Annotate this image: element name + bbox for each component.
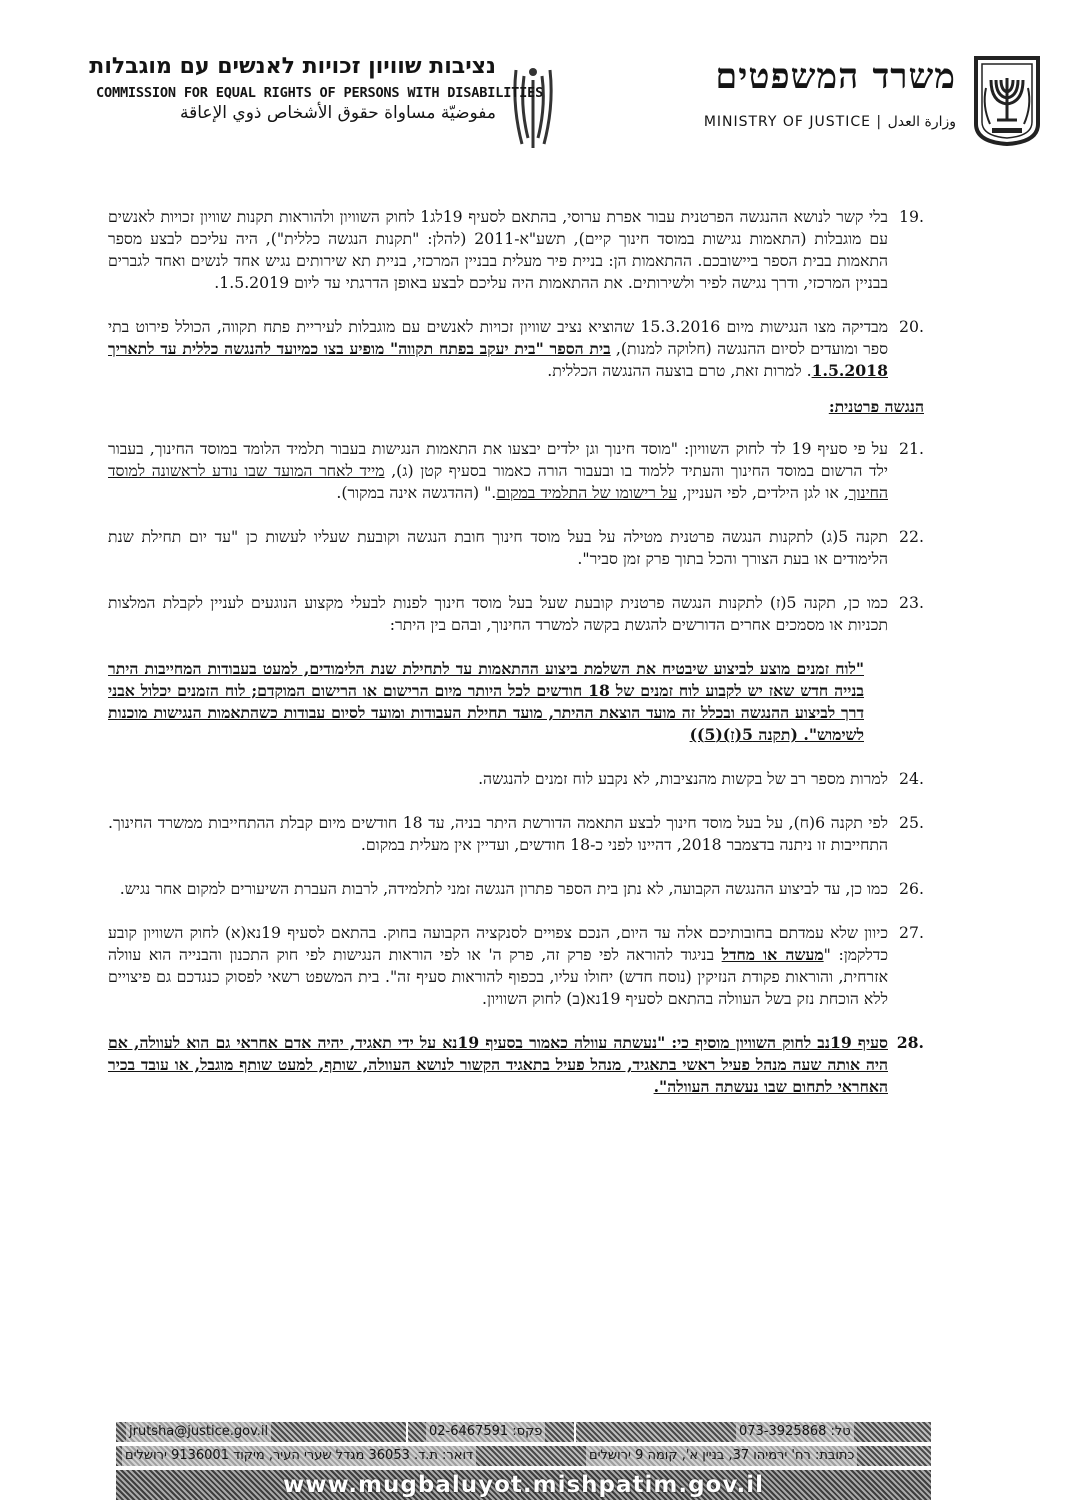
paragraph-number: .23 <box>899 593 924 612</box>
paragraph-number: .27 <box>899 923 924 942</box>
paragraph-text: מבדיקה מצו הנגישות מיום 15.3.2016 שהוציא נציב שוויון זכויות לאנשים עם מוגבלות לעיריית פתח תקווה, הכולל פירוט בתי ספר ומועדים לסיום ההנגשה (חלוקה למנות), <box>108 317 888 358</box>
commission-name-arabic: مفوضيّة مساواة حقوق الأشخاص ذوي الإعاقة <box>180 103 496 123</box>
footer-pobox: דואר: ת.ד. 36053 מגדל שערי העיר, מיקוד 9136001 ירושלים <box>122 1446 476 1466</box>
footer-phone: טל: 073-3925868 <box>736 1422 854 1442</box>
paragraph-21 <box>108 438 924 504</box>
footer-contact-row <box>116 1422 931 1442</box>
paragraph-text: לפי תקנה 6(ח), על בעל מוסד חינוך לבצע התאמה הדורשת היתר בניה, עד 18 חודשים מיום קבלת ההתחייבות ממשרד החינוך. התחייבות זו ניתנה בדצמבר 2018, דהיינו לפני כ-18 חודשים, ועדיין אין מעלית במקום. <box>108 813 889 854</box>
ministry-block <box>642 48 1042 168</box>
paragraph-text: על פי סעיף 19 לד לחוק השוויון: "מוסד חינוך וגן ילדים יבצעו את התאמות הנגישות בעבור תלמיד הלומד במוסד החינוך, בעבור ילד הרשום במוסד החינוך והעתיד ללמוד בו ובעבור הורה כאמור בסעיף קטן (ג), <box>108 439 888 480</box>
commission-name-english: COMMISSION FOR EQUAL RIGHTS OF PERSONS WITH DISABILITIES <box>96 85 544 101</box>
letter-body <box>108 206 924 1120</box>
paragraph-27 <box>108 922 924 1010</box>
paragraph-underline: מייד לאחר המועד שבו נודע לראשונה למוסד החינוך <box>108 461 888 502</box>
paragraph-20 <box>108 316 924 382</box>
paragraph-25 <box>108 812 924 856</box>
paragraph-text: , או לגן הילדים, לפי העניין, <box>677 483 849 502</box>
paragraph-number: .26 <box>899 879 924 898</box>
paragraph-text: בניגוד להוראה לפי פרק זה, פרק ה' או לפי הוראות הנגישות לפי חוק התכנון והבנייה הוא עוולה אזרחית, והוראות פקודת הנזיקין (נוסח חדש) יחולו עליו, בכפוף להוראות סעיף זה". בית המשפט רשאי לפסוק כנגדכם גם פיצויים ללא הוכחת נזק בשל העוולה בהתאם לסעיף 19נא(ב) לחוק השוויון. <box>108 945 888 1008</box>
paragraph-19 <box>108 206 924 294</box>
paragraph-emphasis: מעשה או מחדל <box>721 945 824 964</box>
quoted-regulation: "לוח זמנים מוצע לביצוע שיבטיח את השלמת ביצוע ההתאמות עד לתחילת שנת הלימודים, למעט בעבודות המחייבות היתר בנייה חדש שאז יש לקבוע לוח זמנים של 18 חודשים לכל היותר מיום הרישום או הרישום המוקדם; לוח הזמנים יכלול אבני דרך לביצוע ההנגשה ובכלל זה מועד הוצאת ההיתר, מועד תחילת העבודות ומועד לסיום עבודות כשהתאמות הנגישות מוכנות לשימוש". (תקנה 5(ז)(5)) <box>108 659 864 744</box>
paragraph-text: כיוון שלא עמדתם בחובותיכם אלה עד היום, הנכם צפויים לסנקציה הקבועה בחוק. בהתאם לסעיף 19נא(א) לחוק השוויון קובע כדלקמן: " <box>108 923 888 964</box>
state-emblem-icon <box>972 54 1042 146</box>
paragraph-number: .24 <box>899 769 924 788</box>
paragraph-26 <box>108 878 924 900</box>
paragraph-number: .20 <box>899 317 924 336</box>
footer-email[interactable]: jrutsha@justice.gov.il <box>126 1422 271 1442</box>
paragraph-text: כמו כן, עד לביצוע ההנגשה הקבועה, לא נתן בית הספר פתרון הנגשה זמני לתלמידה, לרבות העברת השיעורים למקום אחר נגיש. <box>119 879 888 898</box>
paragraph-24 <box>108 768 924 790</box>
commission-logo-icon <box>510 60 556 152</box>
paragraph-number: .19 <box>899 207 924 226</box>
ministry-name-hebrew: משרד המשפטים <box>715 56 956 97</box>
paragraph-number: .28 <box>896 1033 924 1052</box>
footer-address-row <box>116 1446 931 1466</box>
paragraph-text: בלי קשר לנושא ההנגשה הפרטנית עבור אפרת ערוסי, בהתאם לסעיף 19לג1 לחוק השוויון ולהוראות תקנות שוויון זכויות לאנשים עם מוגבלות (התאמות נגישות במוסד חינוך קיים), תשע"א-2011 (להלן: "תקנות הנגשה כללית"), היה עליכם לבצע מספר התאמות בבית הספר ביישובכם. ההתאמות הן: בניית פיר מעלית בבניין המרכזי, בניית תא שירותים נגיש אחד לנשים ואחד לגברים בבניין המרכזי, ודרך נגישה לפיר ולשירותים. את ההתאמות היה עליכם לבצע באופן הדרגתי עד ליום 1.5.2019. <box>108 207 888 292</box>
paragraph-text: תקנה 5(ג) לתקנות הנגשה פרטנית מטילה על בעל מוסד חינוך חובת הנגשה וקובעת שעליו לעשות כן "עד יום תחילת שנת הלימודים או בעת הצורך והכל בתוך פרק זמן סביר". <box>108 527 888 568</box>
paragraph-text: סעיף 19נב לחוק השוויון מוסיף כי: "נעשתה עוולה כאמור בסעיף 19נא על ידי תאגיד, יהיה אדם אחראי גם הוא לעוולה, אם היה אותה שעה מנהל פעיל ראשי בתאגיד, מנהל פעיל בתאגיד הקשור לנושא העוולה, שותף, למעט שותף מוגבל, או עובד בכיר האחראי לתחום שבו נעשתה העוולה". <box>108 1033 888 1096</box>
ministry-name-en-ar: MINISTRY OF JUSTICE | وزارة العدل <box>703 114 956 130</box>
section-heading: הנגשה פרטנית: <box>828 397 924 416</box>
letterhead <box>0 48 1080 168</box>
paragraph-23 <box>108 592 924 636</box>
footer-website-link[interactable]: www.mugbaluyot.mishpatim.gov.il <box>116 1470 931 1500</box>
paragraph-text: . למרות זאת, טרם בוצעה ההנגשה הכללית. <box>547 361 812 380</box>
paragraph-28 <box>108 1032 924 1098</box>
paragraph-number: .25 <box>899 813 924 832</box>
commission-block <box>89 54 544 123</box>
footer-fax: פקס: 02-6467591 <box>426 1422 545 1442</box>
paragraph-number: .21 <box>899 439 924 458</box>
paragraph-22 <box>108 526 924 570</box>
commission-name-hebrew: נציבות שוויון זכויות לאנשים עם מוגבלות <box>89 54 496 79</box>
paragraph-underline: על רישומו של התלמיד במקום <box>496 483 678 502</box>
footer-address: כתובת: רח' ירמיהו 37, בניין א', קומה 9 ירושלים <box>586 1446 857 1466</box>
paragraph-text: ." (ההדגשה אינה במקור). <box>336 483 497 502</box>
paragraph-text: למרות מספר רב של בקשות מהנציבות, לא נקבע לוח זמנים להנגשה. <box>478 769 888 788</box>
paragraph-emphasis: בית הספר "בית יעקב בפתח תקווה" מופיע בצו כמיועד להנגשה כללית עד לתאריך 1.5.2018 <box>108 339 888 380</box>
paragraph-number: .22 <box>899 527 924 546</box>
paragraph-text: כמו כן, תקנה 5(ז) לתקנות הנגשה פרטנית קובעת שעל בעל מוסד חינוך לפנות לבעלי מקצוע הנוגעים לעניין לקבלת המלצות תכניות או מסמכים אחרים הדורשים להגשת בקשה למשרד החינוך, ובהם בין היתר: <box>108 593 888 634</box>
